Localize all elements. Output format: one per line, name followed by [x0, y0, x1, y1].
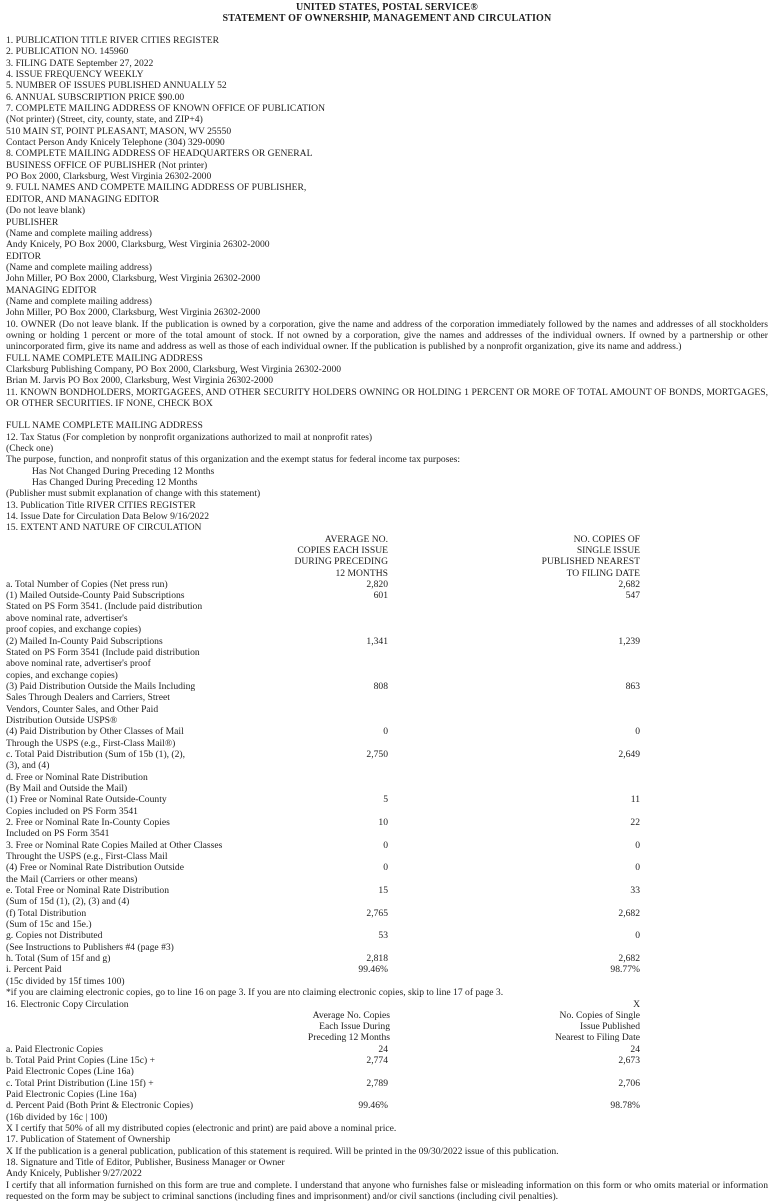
- single-issue-value: 0: [635, 726, 640, 738]
- label-line: d. Free or Nominal Rate Distribution: [6, 771, 148, 783]
- table-row: [6, 681, 768, 726]
- tax-line: (Check one): [6, 443, 54, 455]
- average-value: 2,765: [366, 907, 388, 919]
- table-row: [6, 964, 768, 987]
- info-line: Andy Knicely, PO Box 2000, Clarksburg, West Virginia 26302-2000: [6, 239, 270, 251]
- table-row: [6, 840, 768, 863]
- row-label: [6, 817, 306, 840]
- label-line: e. Total Free or Nominal Rate Distribution: [6, 885, 170, 897]
- average-value: 808: [373, 680, 388, 692]
- row-label: [6, 953, 306, 964]
- signature-line: Andy Knicely, Publisher 9/27/2022: [6, 1168, 142, 1180]
- single-issue-value: 2,682: [618, 578, 640, 590]
- info-line: 2. PUBLICATION NO. 145960: [6, 46, 129, 58]
- label-line: (4) Paid Distribution by Other Classes of Mail: [6, 726, 184, 738]
- header-line: Each Issue During: [319, 1020, 390, 1032]
- row-label: [6, 840, 306, 863]
- owner-line: FULL NAME COMPLETE MAILING ADDRESS: [6, 352, 203, 364]
- label-line: Distribution Outside USPS®: [6, 714, 118, 726]
- info-line: 5. NUMBER OF ISSUES PUBLISHED ANNUALLY 52: [6, 80, 227, 92]
- label-line: b. Total Paid Print Copies (Line 15c) +: [6, 1054, 155, 1066]
- label-line: 3. Free or Nominal Rate Copies Mailed at Other Classes: [6, 839, 223, 851]
- table-row: [6, 953, 768, 964]
- info-line: (Not printer) (Street, city, county, state, and ZIP+4): [6, 114, 203, 126]
- row-label: [6, 681, 306, 726]
- single-issue-value: 0: [635, 839, 640, 851]
- table-row: [6, 579, 768, 590]
- label-line: (16b divided by 16c | 100): [6, 1111, 108, 1123]
- label-line: 2. Free or Nominal Rate In-County Copies: [6, 817, 170, 828]
- row-label: [6, 1100, 306, 1123]
- header-line: NO. COPIES OF: [573, 533, 640, 545]
- circulation-header-single: [486, 534, 640, 579]
- label-line: c. Total Print Distribution (Line 15f) +: [6, 1077, 154, 1089]
- info-line: Contact Person Andy Knicely Telephone (304) 329-0090: [6, 137, 225, 149]
- info-line: 15. EXTENT AND NATURE OF CIRCULATION: [6, 522, 202, 534]
- average-value: 99.46%: [358, 964, 388, 976]
- info-line: PUBLISHER: [6, 216, 59, 228]
- single-issue-value: 11: [630, 794, 640, 806]
- average-value: 601: [373, 590, 388, 602]
- label-line: Paid Electronic Copes (Line 16a): [6, 1066, 134, 1078]
- tax-line: The purpose, function, and nonprofit status of this organization and the exempt status for federal income tax purposes:: [6, 454, 461, 466]
- single-issue-value: 98.77%: [610, 964, 640, 976]
- table-row: [6, 817, 768, 840]
- electronic-table: [6, 1044, 768, 1123]
- owner-paragraph: 10. OWNER (Do not leave blank. If the publication is owned by a corporation, give the name and address of the corporation immediately followed by the names and addresses of all stockholders owning or holding 1 percent or more of the total amount of stock. If not owned by a corporation, give the names and addresses of the individual owners. If owned by a partnership or other unincorporated firm, give its name and address as well as those of each individual owner. If the publication is published by a nonprofit organization, give its name and address.): [6, 318, 768, 353]
- label-line: Through the USPS (e.g., First-Class Mail®): [6, 737, 176, 749]
- certify-line: 17. Publication of Statement of Ownership: [6, 1134, 171, 1146]
- label-line: (15c divided by 15f times 100): [6, 975, 125, 987]
- average-value: 53: [378, 930, 388, 942]
- single-issue-value: 2,649: [618, 748, 640, 760]
- info-line: 1. PUBLICATION TITLE RIVER CITIES REGISTER: [6, 35, 220, 46]
- circulation-header-average: [268, 534, 388, 579]
- info-line: 3. FILING DATE September 27, 2022: [6, 57, 154, 69]
- electronic-header: [6, 999, 768, 1044]
- info-line: (Do not leave blank): [6, 205, 86, 217]
- row-label: [6, 590, 306, 635]
- average-value: 2,820: [366, 578, 388, 590]
- row-label: [6, 862, 306, 885]
- bondholders-paragraph: 11. KNOWN BONDHOLDERS, MORTGAGEES, AND OTHER SECURITY HOLDERS OWNING OR HOLDING 1 PERCENT OR MORE OF TOTAL AMOUNT OF BONDS, MORTGAGES, OR OTHER SECURITIES. IF NONE, CHECK BOX: [6, 386, 768, 409]
- label-line: Included on PS Form 3541: [6, 828, 110, 840]
- info-line: John Miller, PO Box 2000, Clarksburg, West Virginia 26302-2000: [6, 273, 261, 285]
- table-row: [6, 794, 768, 817]
- info-line: 13. Publication Title RIVER CITIES REGISTER: [6, 499, 196, 511]
- label-line: d. Percent Paid (Both Print & Electronic Copies): [6, 1100, 194, 1112]
- publication-statement: X If the publication is a general publication, publication of this statement is required. Will be printed in the 09/30/2022 issue of this publication.: [6, 1145, 559, 1157]
- label-line: copies, and exchange copies): [6, 669, 118, 681]
- info-line: PO Box 2000, Clarksburg, West Virginia 26302-2000: [6, 171, 212, 183]
- header-line: Average No. Copies: [312, 1009, 390, 1021]
- average-value: 99.46%: [358, 1100, 388, 1112]
- row-label: [6, 930, 306, 953]
- header-line: Issue Published: [580, 1020, 640, 1032]
- info-line: 510 MAIN ST, POINT PLEASANT, MASON, WV 25550: [6, 125, 232, 137]
- label-line: Sales Through Dealers and Carriers, Street: [6, 692, 170, 704]
- label-line: c. Total Paid Distribution (Sum of 15b (1), (2),: [6, 748, 186, 760]
- label-line: (Sum of 15c and 15e.): [6, 919, 92, 931]
- info-line: EDITOR, AND MANAGING EDITOR: [6, 193, 160, 205]
- row-label: [6, 1055, 306, 1078]
- header-line: DURING PRECEDING: [294, 556, 388, 568]
- label-line: (1) Free or Nominal Rate Outside-County: [6, 794, 167, 806]
- single-issue-value: 863: [625, 680, 640, 692]
- certification-paragraph: I certify that all information furnished on this form are true and complete. I understand that anyone who furnishes false or misleading information on this form or who omits material or information requested on the form may be subject to criminal sanctions (including fines and imprisonment) and/or civil sanctions (including civil penalties).: [6, 1179, 768, 1202]
- signature-line: 18. Signature and Title of Editor, Publisher, Business Manager or Owner: [6, 1156, 285, 1168]
- tax-line: 12. Tax Status (For completion by nonprofit organizations authorized to mail at nonprofit rates): [6, 431, 373, 443]
- label-line: above nominal rate, advertiser's proof: [6, 658, 151, 670]
- header-line: Nearest to Filing Date: [555, 1032, 640, 1044]
- circulation-table: [6, 579, 768, 987]
- label-line: Paid Electronic Copies (Line 16a): [6, 1088, 137, 1100]
- average-value: 1,341: [366, 635, 388, 647]
- label-line: proof copies, and exchange copies): [6, 624, 142, 636]
- label-line: Copies included on PS Form 3541: [6, 805, 138, 817]
- electronic-checkbox-mark: X: [633, 998, 640, 1010]
- row-label: [6, 636, 306, 681]
- info-line: BUSINESS OFFICE OF PUBLISHER (Not printer): [6, 159, 208, 171]
- single-issue-value: 547: [625, 590, 640, 602]
- label-line: i. Percent Paid: [6, 964, 62, 976]
- average-value: 15: [378, 885, 388, 897]
- electronic-note: *if you are claiming electronic copies, go to line 16 on page 3. If you are nto claiming electronic copies, skip to line 17 of page 3.: [6, 987, 504, 999]
- label-line: the Mail (Carriers or other means): [6, 873, 138, 885]
- label-line: a. Paid Electronic Copies: [6, 1043, 103, 1055]
- average-value: 10: [378, 817, 388, 828]
- table-row: [6, 772, 768, 795]
- info-line: (Name and complete mailing address): [6, 261, 152, 273]
- info-line: (Name and complete mailing address): [6, 295, 152, 307]
- label-line: (By Mail and Outside the Mail): [6, 782, 128, 794]
- info-line: (Publisher must submit explanation of change with this statement): [6, 488, 261, 500]
- row-label: [6, 749, 306, 772]
- table-row: [6, 749, 768, 772]
- info-line: (Name and complete mailing address): [6, 227, 152, 239]
- table-row: [6, 930, 768, 953]
- info-line: EDITOR: [6, 250, 41, 262]
- label-line: Throught the USPS (e.g., First-Class Mail: [6, 851, 168, 863]
- publication-title-block: [6, 488, 768, 533]
- owner-list: [6, 353, 768, 387]
- average-value: 5: [383, 794, 388, 806]
- label-line: (3), and (4): [6, 760, 50, 772]
- header-line: SINGLE ISSUE: [576, 545, 640, 557]
- row-label: [6, 964, 306, 987]
- table-row: [6, 1055, 768, 1078]
- single-issue-value: 2,706: [618, 1077, 640, 1089]
- single-issue-value: 22: [630, 817, 640, 828]
- single-issue-value: 24: [630, 1043, 640, 1055]
- single-issue-value: 0: [635, 930, 640, 942]
- table-row: [6, 908, 768, 931]
- table-row: [6, 726, 768, 749]
- header-line: AVERAGE NO.: [324, 533, 388, 545]
- single-issue-value: 1,239: [618, 635, 640, 647]
- table-row: [6, 590, 768, 635]
- info-line: 8. COMPLETE MAILING ADDRESS OF HEADQUARTERS OR GENERAL: [6, 148, 313, 160]
- electronic-header-average: [256, 1010, 390, 1044]
- table-row: [6, 1044, 768, 1055]
- info-line: John Miller, PO Box 2000, Clarksburg, West Virginia 26302-2000: [6, 307, 261, 319]
- header-line: PUBLISHED NEAREST: [541, 556, 640, 568]
- signature-block: [6, 1157, 768, 1180]
- label-line: g. Copies not Distributed: [6, 930, 103, 942]
- table-row: [6, 862, 768, 885]
- label-line: (See Instructions to Publishers #4 (page #3): [6, 941, 174, 953]
- label-line: above nominal rate, advertiser's: [6, 612, 128, 624]
- info-line: MANAGING EDITOR: [6, 284, 97, 296]
- electronic-title: 16. Electronic Copy Circulation: [6, 998, 129, 1010]
- row-label: [6, 1078, 306, 1101]
- average-value: 24: [378, 1043, 388, 1055]
- header-line: TO FILING DATE: [566, 567, 640, 579]
- average-value: 2,774: [366, 1054, 388, 1066]
- row-label: [6, 726, 306, 749]
- info-line: 7. COMPLETE MAILING ADDRESS OF KNOWN OFFICE OF PUBLICATION: [6, 103, 326, 115]
- single-issue-value: 2,682: [618, 907, 640, 919]
- tax-status-options: [6, 466, 768, 489]
- info-line: 9. FULL NAMES AND COMPETE MAILING ADDRESS OF PUBLISHER,: [6, 182, 307, 194]
- label-line: Stated on PS Form 3541. (Include paid distribution: [6, 601, 203, 613]
- label-line: h. Total (Sum of 15f and g): [6, 953, 111, 965]
- tax-status-block: [6, 420, 768, 465]
- info-line: 6. ANNUAL SUBSCRIPTION PRICE $90.00: [6, 91, 185, 103]
- header-line: COPIES EACH ISSUE: [297, 545, 388, 557]
- average-value: 0: [383, 839, 388, 851]
- header-line-1: UNITED STATES, POSTAL SERVICE®: [295, 2, 479, 13]
- row-label: [6, 794, 306, 817]
- single-issue-value: 0: [635, 862, 640, 874]
- certification-block: [6, 1123, 768, 1146]
- info-line: 14. Issue Date for Circulation Data Below 9/16/2022: [6, 511, 210, 523]
- single-issue-value: 98.78%: [610, 1100, 640, 1112]
- row-label: [6, 772, 306, 795]
- label-line: (f) Total Distribution: [6, 907, 87, 919]
- info-line: 4. ISSUE FREQUENCY WEEKLY: [6, 69, 144, 81]
- row-label: [6, 908, 306, 931]
- tax-option: Has Changed During Preceding 12 Months: [32, 477, 198, 489]
- average-value: 0: [383, 726, 388, 738]
- average-value: 2,750: [366, 748, 388, 760]
- average-value: 0: [383, 862, 388, 874]
- row-label: [6, 579, 306, 590]
- table-row: [6, 1078, 768, 1101]
- row-label: [6, 885, 306, 908]
- header-line: No. Copies of Single: [559, 1009, 640, 1021]
- label-line: (Sum of 15d (1), (2), (3) and (4): [6, 896, 130, 908]
- publication-info-block: [6, 35, 768, 319]
- label-line: (2) Mailed In-County Paid Subscriptions: [6, 635, 163, 647]
- table-row: [6, 885, 768, 908]
- electronic-header-single: [476, 1010, 640, 1044]
- single-issue-value: 2,682: [618, 953, 640, 965]
- label-line: (4) Free or Nominal Rate Distribution Outside: [6, 862, 184, 874]
- circulation-header: [6, 534, 768, 579]
- owner-line: Clarksburg Publishing Company, PO Box 2000, Clarksburg, West Virginia 26302-2000: [6, 363, 342, 375]
- label-line: (3) Paid Distribution Outside the Mails Including: [6, 680, 196, 692]
- single-issue-value: 2,673: [618, 1054, 640, 1066]
- label-line: Stated on PS Form 3541 (Include paid distribution: [6, 646, 200, 658]
- header-line: 12 MONTHS: [335, 567, 388, 579]
- label-line: (1) Mailed Outside-County Paid Subscriptions: [6, 590, 185, 602]
- average-value: 2,818: [366, 953, 388, 965]
- header-line-2: STATEMENT OF OWNERSHIP, MANAGEMENT AND CIRCULATION: [222, 13, 552, 24]
- tax-line: FULL NAME COMPLETE MAILING ADDRESS: [6, 420, 203, 432]
- label-line: Vendors, Counter Sales, and Other Paid: [6, 703, 159, 715]
- table-row: [6, 636, 768, 681]
- table-row: [6, 1100, 768, 1123]
- label-line: a. Total Number of Copies (Net press run): [6, 578, 168, 590]
- header-line: Preceding 12 Months: [307, 1032, 390, 1044]
- average-value: 2,789: [366, 1077, 388, 1089]
- row-label: [6, 1044, 306, 1055]
- certify-line: X I certify that 50% of all my distributed copies (electronic and print) are paid above a nominal price.: [6, 1122, 397, 1134]
- owner-line: Brian M. Jarvis PO Box 2000, Clarksburg, West Virginia 26302-2000: [6, 375, 274, 387]
- single-issue-value: 33: [630, 885, 640, 897]
- tax-option: Has Not Changed During Preceding 12 Months: [32, 465, 215, 477]
